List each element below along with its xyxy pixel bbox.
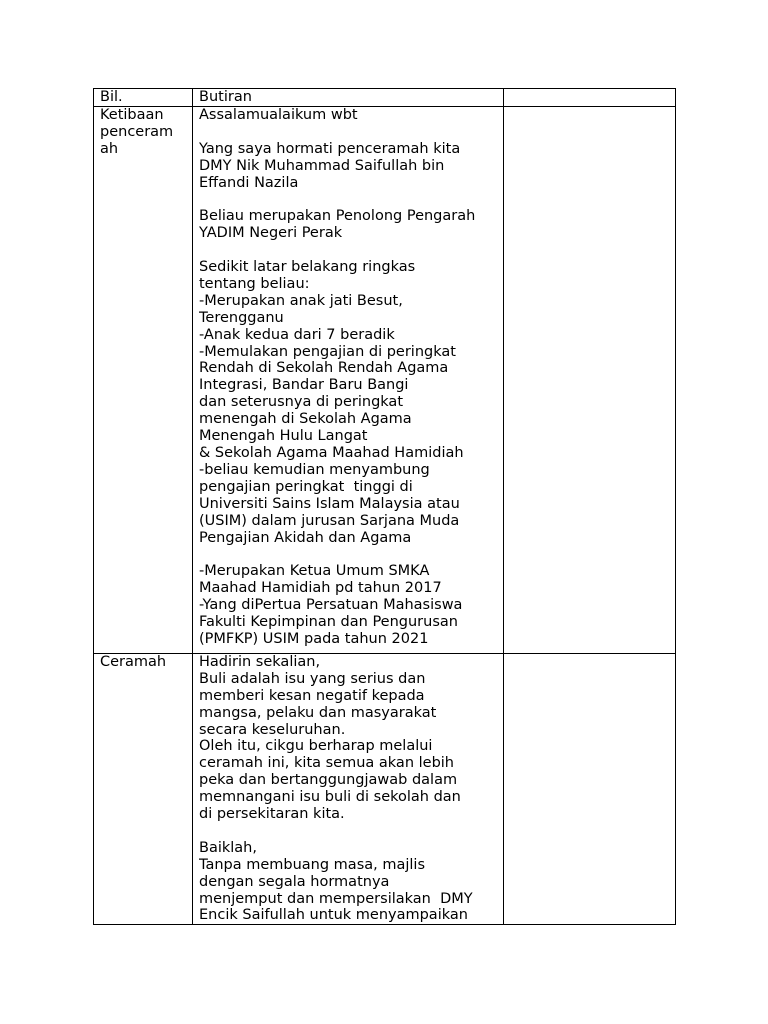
text-line: Integrasi, Bandar Baru Bangi xyxy=(199,377,409,394)
text-line: Rendah di Sekolah Rendah Agama xyxy=(199,360,449,377)
text-line xyxy=(199,823,503,840)
text-line: Assalamualaikum wbt xyxy=(199,106,358,123)
text-line: mangsa, pelaku dan masyarakat xyxy=(199,704,437,721)
text-line: DMY Nik Muhammad Saifullah bin xyxy=(199,157,445,174)
text-line xyxy=(199,242,503,259)
text-line: Fakulti Kepimpinan dan Pengurusan xyxy=(199,614,458,631)
text-line: peka dan bertanggungjawab dalam xyxy=(199,772,458,789)
text-line: -Merupakan Ketua Umum SMKA xyxy=(199,563,430,580)
text-line: ceramah ini, kita semua akan lebih xyxy=(199,755,454,772)
text-line: Baiklah, xyxy=(199,839,257,856)
header-notes xyxy=(504,89,676,107)
text-line: dengan segala hormatnya xyxy=(199,873,390,890)
text-line: memnangani isu buli di sekolah dan xyxy=(199,789,461,806)
text-line: -beliau kemudian menyambung xyxy=(199,461,430,478)
text-line: -Yang diPertua Persatuan Mahasiswa xyxy=(199,597,463,614)
text-line: tentang beliau: xyxy=(199,275,310,292)
text-line: Ceramah xyxy=(100,653,167,670)
row-bil-label xyxy=(100,654,192,671)
text-line: menjemput dan mempersilakan DMY xyxy=(199,890,473,907)
row-butiran-cell xyxy=(193,653,504,924)
row-bil-cell xyxy=(94,653,193,924)
text-line: -Merupakan anak jati Besut, xyxy=(199,292,403,309)
text-line: ah xyxy=(100,140,119,157)
text-line: Tanpa membuang masa, majlis xyxy=(199,856,426,873)
row-butiran-text xyxy=(199,654,503,924)
text-line: penceram xyxy=(100,123,174,140)
text-line: Menengah Hulu Langat xyxy=(199,428,368,445)
text-line: Beliau merupakan Penolong Pengarah xyxy=(199,208,476,225)
text-line: Terengganu xyxy=(199,309,284,326)
text-line: Oleh itu, cikgu berharap melalui xyxy=(199,738,433,755)
text-line: Buli adalah isu yang serius dan xyxy=(199,670,426,687)
header-row xyxy=(94,89,676,107)
text-line: & Sekolah Agama Maahad Hamidiah xyxy=(199,444,464,461)
row-bil-label xyxy=(100,107,192,158)
text-line: Encik Saifullah untuk menyampaikan xyxy=(199,907,468,924)
table-row xyxy=(94,106,676,653)
row-notes-cell xyxy=(504,106,676,653)
text-line: -Anak kedua dari 7 beradik xyxy=(199,326,395,343)
text-line xyxy=(199,191,503,208)
text-line: Sedikit latar belakang ringkas xyxy=(199,259,416,276)
text-line: Universiti Sains Islam Malaysia atau xyxy=(199,495,460,512)
text-line: YADIM Negeri Perak xyxy=(199,225,343,242)
text-line: Effandi Nazila xyxy=(199,174,299,191)
text-line: menengah di Sekolah Agama xyxy=(199,411,412,428)
text-line: Maahad Hamidiah pd tahun 2017 xyxy=(199,580,442,597)
header-butiran: Butiran xyxy=(193,89,504,107)
text-line: (PMFKP) USIM pada tahun 2021 xyxy=(199,630,429,647)
text-line xyxy=(199,546,503,563)
text-line: dan seterusnya di peringkat xyxy=(199,394,404,411)
text-line: secara keseluruhan. xyxy=(199,721,346,738)
text-line xyxy=(199,124,503,141)
header-bil: Bil. xyxy=(94,89,193,107)
text-line: Hadirin sekalian, xyxy=(199,653,321,670)
text-line: -Memulakan pengajian di peringkat xyxy=(199,343,456,360)
table-row xyxy=(94,653,676,924)
row-butiran-cell xyxy=(193,106,504,653)
text-line: di persekitaran kita. xyxy=(199,806,345,823)
row-butiran-text xyxy=(199,107,503,648)
text-line: memberi kesan negatif kepada xyxy=(199,687,425,704)
text-line: Yang saya hormati penceramah kita xyxy=(199,140,461,157)
document-table xyxy=(93,88,676,925)
text-line: pengajian peringkat tinggi di xyxy=(199,478,413,495)
text-line: Pengajian Akidah dan Agama xyxy=(199,529,412,546)
text-line: Ketibaan xyxy=(100,106,164,123)
text-line: (USIM) dalam jurusan Sarjana Muda xyxy=(199,512,460,529)
row-notes-cell xyxy=(504,653,676,924)
row-bil-cell xyxy=(94,106,193,653)
